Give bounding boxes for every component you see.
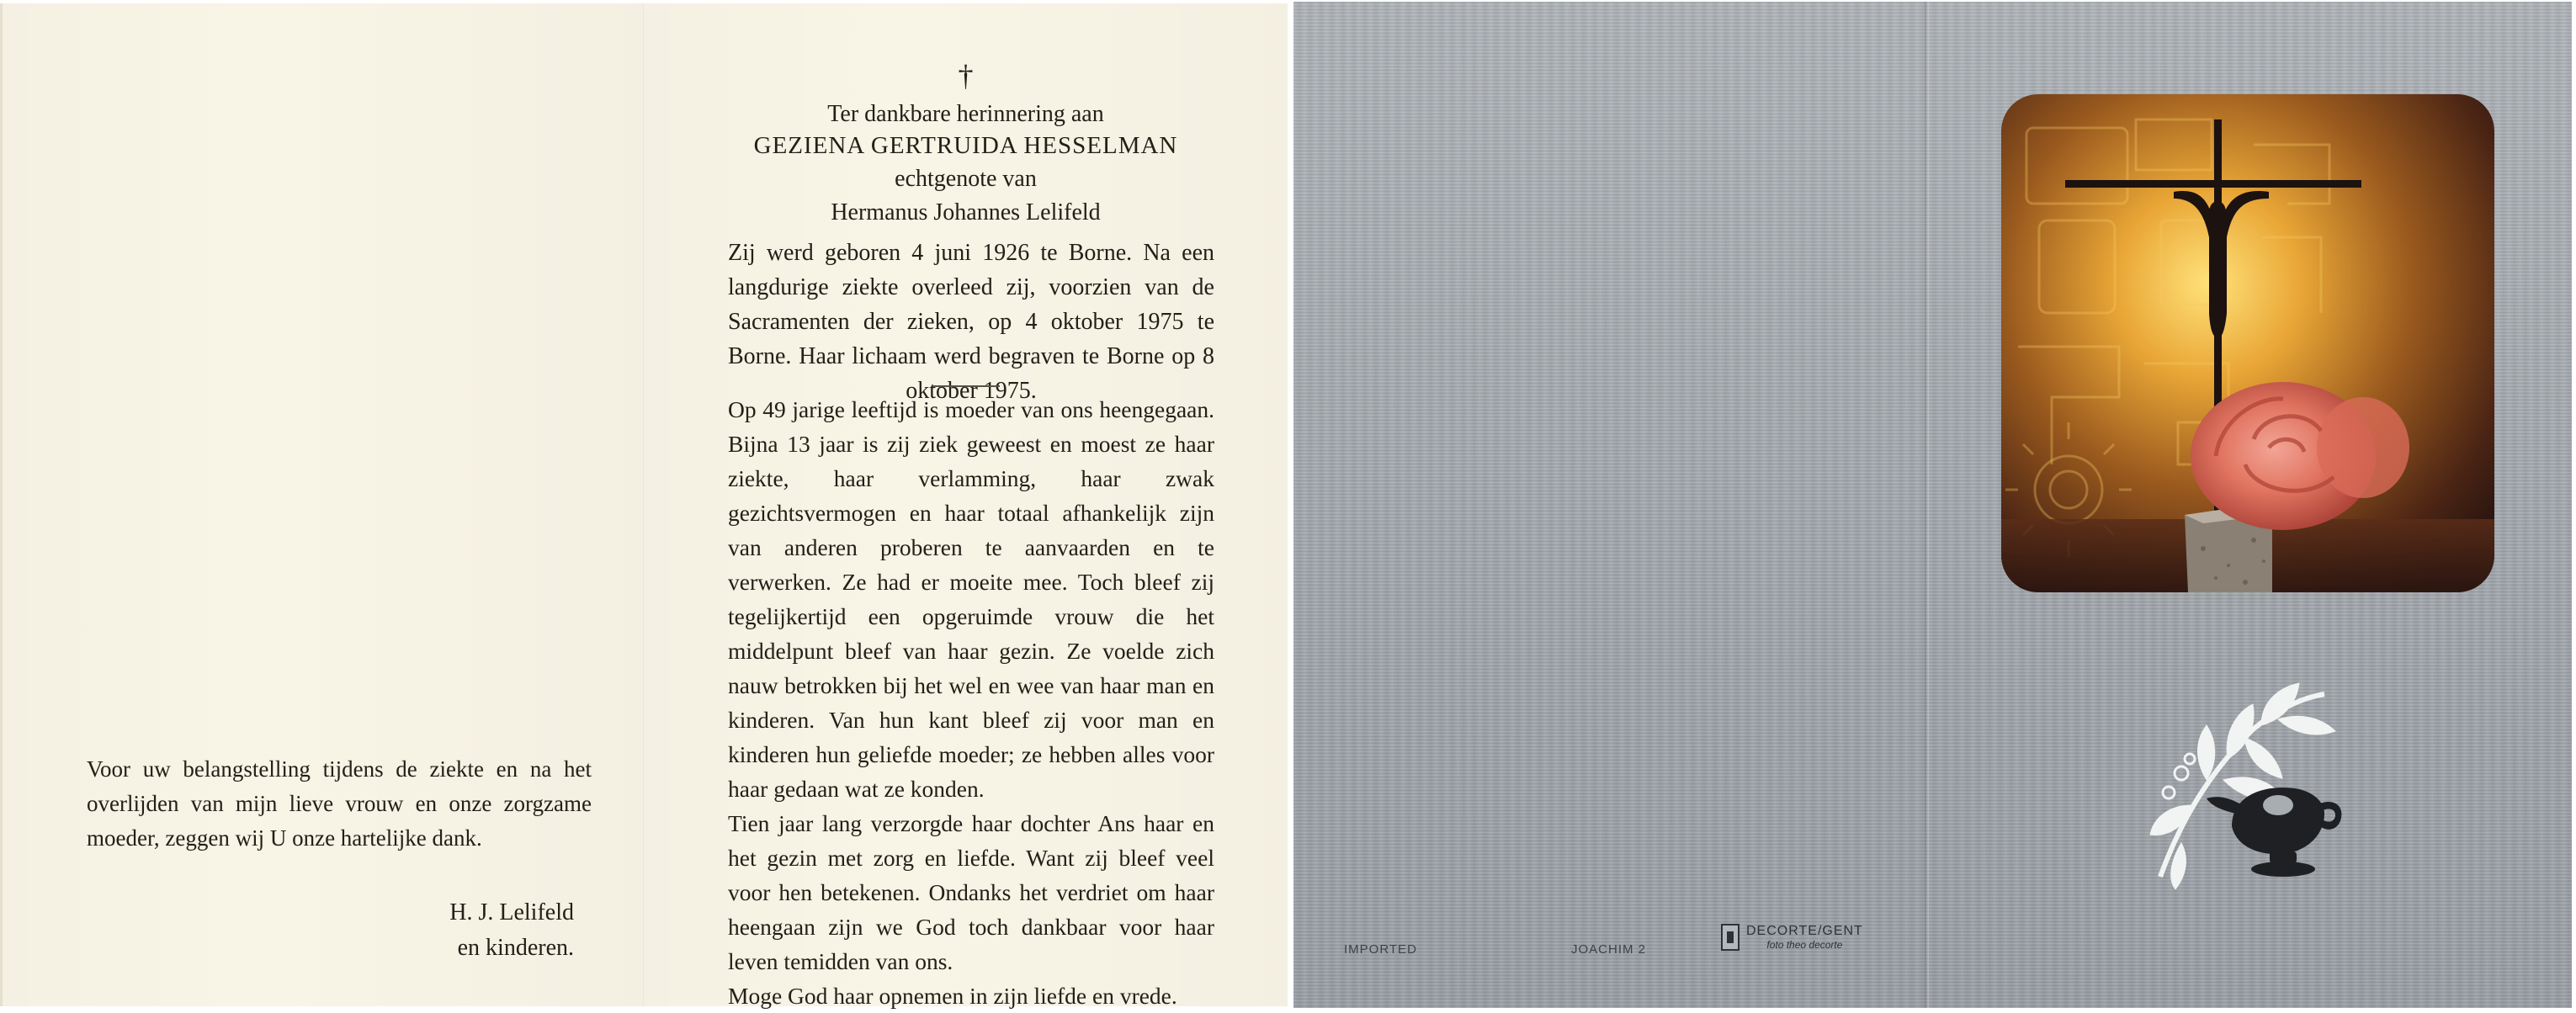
memorial-paragraph: Op 49 jarige leeftijd is moeder van ons heengegaan. Bijna 13 jaar is zij ziek geweest en moest ze haar ziekte, haar verlamming, haar zwak gezichtsvermogen en haar totaal afhankelijk zijn van anderen proberen te aanvaarden en te verwerken. Ze had er moeite mee. Toch bleef zij tegelijkertijd een opgeruimde vrouw die het middelpunt bleef van haar gezin. Ze voelde zich nauw betrokken bij het wel en wee van haar man en kinderen. Van hun kant bleef zij voor man en kinderen hun geliefde moeder; ze hebben alles voor haar gedaan wat ze konden.	[728, 396, 1214, 802]
divider	[932, 385, 1000, 387]
oil-lamp-with-olive-branch-icon	[2143, 679, 2345, 894]
spouse-label: echtgenote van	[895, 166, 1037, 192]
memorial-paragraph: Moge God haar opnemen in zijn liefde en vrede.	[728, 983, 1177, 1009]
inside-right-panel	[643, 3, 1288, 1009]
memorial-intro: Ter dankbare herinnering aan	[827, 101, 1104, 127]
imported-label: IMPORTED	[1344, 942, 1417, 957]
memorial-text	[728, 392, 1214, 1013]
publisher-name: DECORTE/GENT	[1746, 924, 1863, 938]
front-cover	[1929, 2, 2572, 1008]
publisher-subtitle: foto theo decorte	[1766, 939, 1843, 951]
thanks-text: Voor uw belangstelling tijdens de ziekte en na het overlijden van mijn lieve vrouw en onze zorgzame moeder, zeggen wij U onze hartelijke dank.	[87, 756, 592, 851]
spouse-name: Hermanus Johannes Lelifeld	[831, 199, 1101, 225]
series-label: JOACHIM 2	[1571, 942, 1647, 957]
back-cover	[1293, 2, 1929, 1008]
signature	[449, 895, 574, 966]
memorial-paragraph: Tien jaar lang verzorgde haar dochter Ans haar en het gezin met zorg en liefde. Want zij bleef veel voor hen betekenen. Ondanks het verdriet om haar heengaan zijn we God toch dankbaar voor haar leven temidden van ons.	[728, 810, 1214, 974]
crucifix-with-rose-image	[2001, 94, 2494, 592]
publisher-imprint	[1721, 924, 1863, 951]
inside-left-panel	[0, 3, 643, 1006]
signature-name: H. J. Lelifeld	[449, 899, 574, 925]
biography: Zij werd geboren 4 juni 1926 te Borne. Na een langdurige ziekte overleed zij, voorzien van de Sacramenten der zieken, op 4 oktober 1975 te Borne. Haar lichaam werd begraven te Borne op 8 oktober 1975.	[728, 240, 1214, 404]
deceased-name: GEZIENA GERTRUIDA HESSELMAN	[753, 132, 1178, 159]
signature-family: en kinderen.	[457, 935, 574, 961]
publisher-logo-icon	[1721, 924, 1739, 951]
cross-icon: †	[958, 59, 974, 93]
